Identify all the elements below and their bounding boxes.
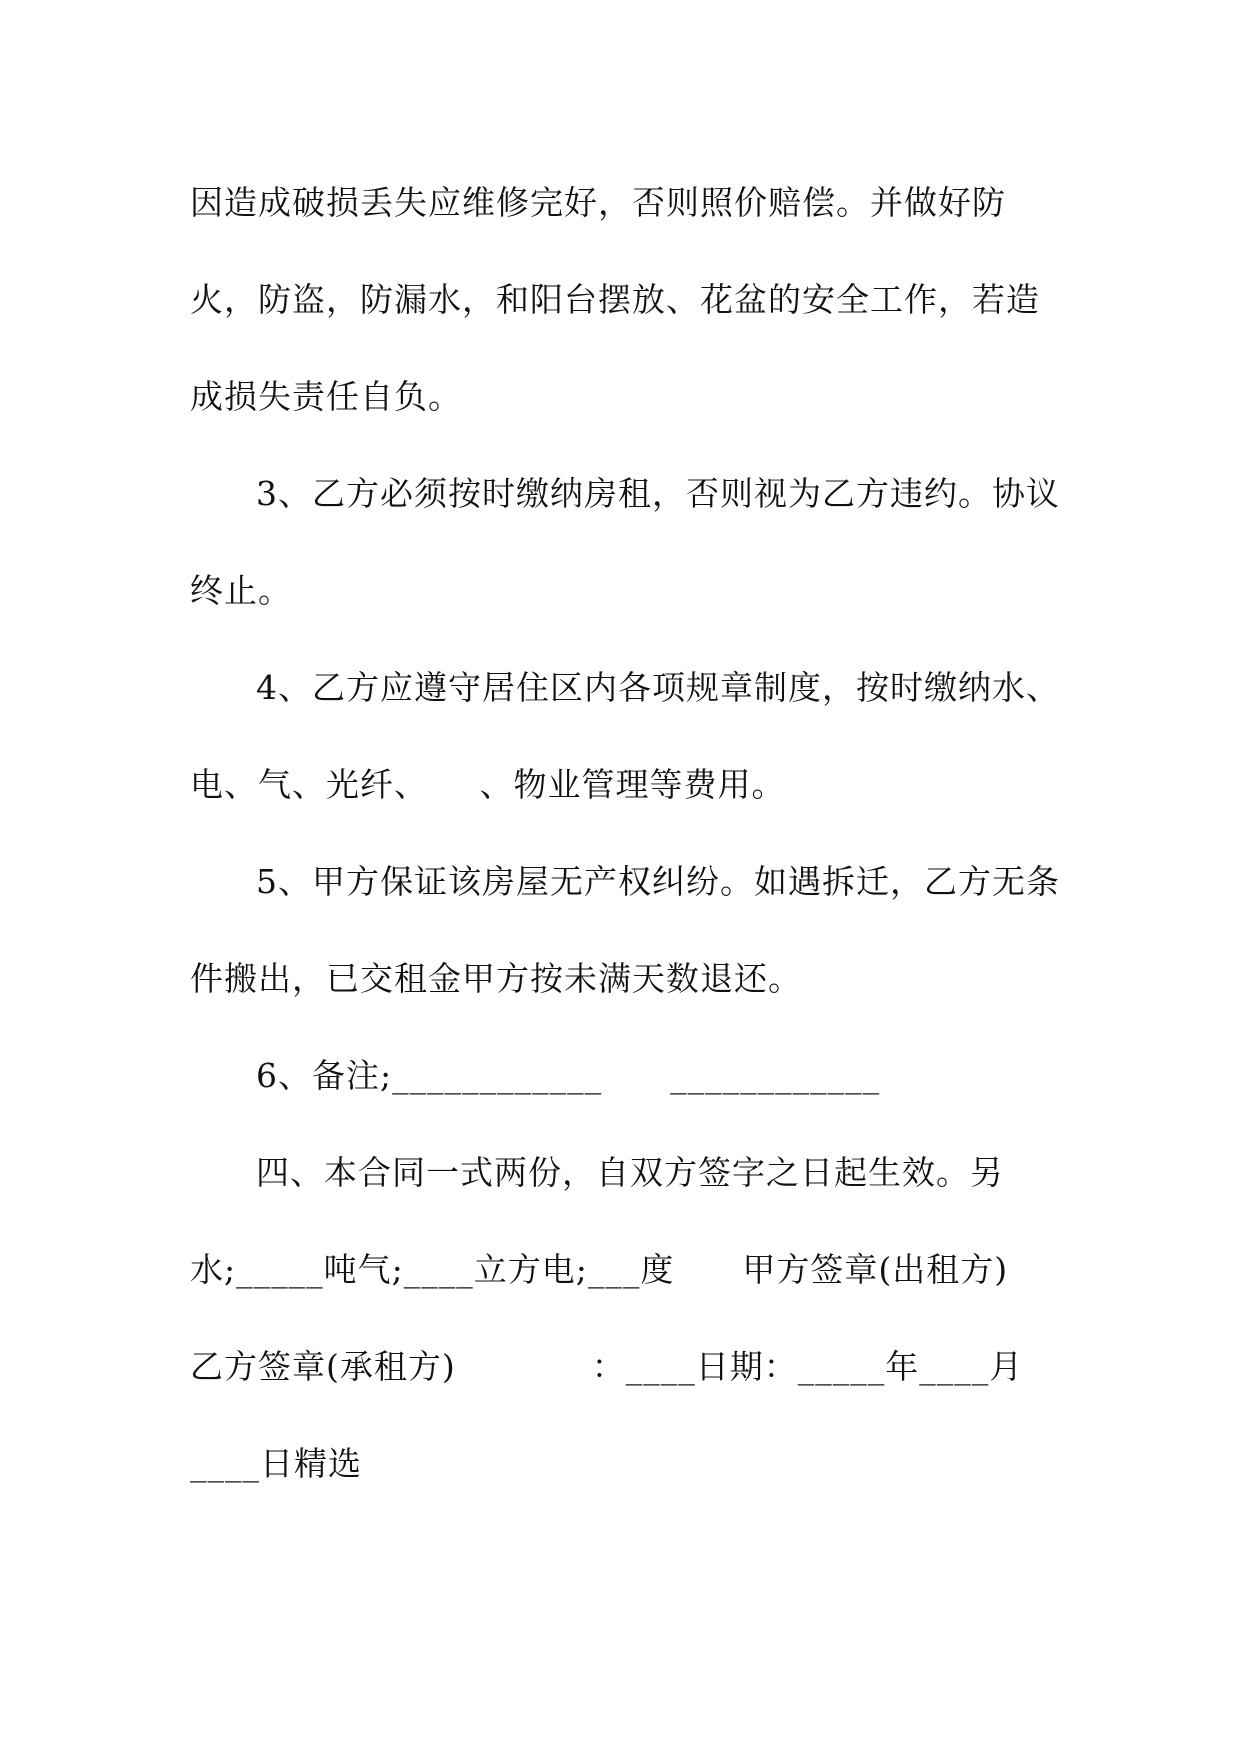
paragraph-line: 因造成破损丢失应维修完好，否则照价赔偿。并做好防 — [190, 183, 1006, 222]
paragraph-line: 件搬出，已交租金甲方按未满天数退还。 — [190, 959, 802, 998]
clause-3-line: 3、乙方必须按时缴纳房租，否则视为乙方违约。协议 — [256, 474, 1060, 513]
paragraph-line: 成损失责任自负。 — [190, 377, 462, 416]
section-4-line: 四、本合同一式两份，自双方签字之日起生效。另 — [256, 1153, 1004, 1192]
meter-readings-line: 水;_____吨气;____立方电;___度 甲方签章(出租方) — [190, 1250, 1009, 1289]
paragraph-line: 终止。 — [190, 571, 292, 610]
remarks-line: 6、备注;____________ ____________ — [256, 1056, 881, 1095]
clause-5-line: 5、甲方保证该房屋无产权纠纷。如遇拆迁，乙方无条 — [256, 862, 1060, 901]
paragraph-line: 电、气、光纤、 、物业管理等费用。 — [190, 765, 786, 804]
signature-date-line: 乙方签章(承租方) ：____日期：_____年____月 — [190, 1347, 1024, 1386]
date-day-line: ____日精选 — [190, 1444, 362, 1483]
clause-4-line: 4、乙方应遵守居住区内各项规章制度，按时缴纳水、 — [256, 668, 1060, 707]
paragraph-line: 火，防盗，防漏水，和阳台摆放、花盆的安全工作，若造 — [190, 280, 1040, 319]
